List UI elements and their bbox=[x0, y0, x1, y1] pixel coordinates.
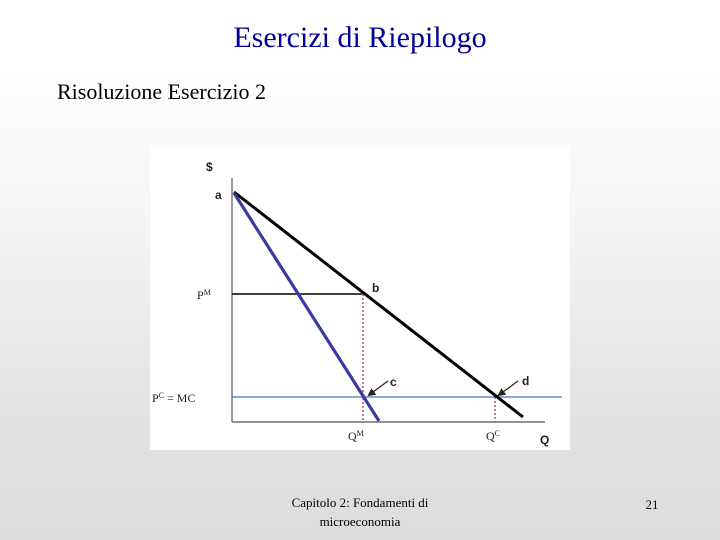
arrow-d-icon bbox=[499, 381, 518, 395]
slide-title: Esercizi di Riepilogo bbox=[233, 21, 487, 54]
page-number: 21 bbox=[645, 497, 659, 512]
pc-mc-label: $P^C$ = MC bbox=[152, 391, 196, 405]
qm-label: $Q^M$ bbox=[348, 429, 364, 443]
monopoly-diagram bbox=[150, 145, 570, 450]
point-c-label: c bbox=[390, 375, 397, 389]
point-d-label: d bbox=[522, 374, 530, 388]
demand-line bbox=[234, 192, 523, 417]
pm-label: $P^M$ bbox=[197, 288, 211, 302]
footer-line-1: Capitolo 2: Fondamenti di bbox=[291, 495, 429, 510]
marginal-revenue-line bbox=[234, 193, 379, 421]
diagram-svg bbox=[150, 145, 570, 450]
section-heading: Risoluzione Esercizio 2 bbox=[57, 79, 266, 104]
x-axis-label: Q bbox=[540, 433, 550, 447]
qc-label: $Q^C$ bbox=[486, 429, 501, 443]
arrow-c-icon bbox=[369, 381, 388, 395]
footer-line-2: microeconomia bbox=[319, 514, 401, 529]
point-b-label: b bbox=[372, 281, 380, 295]
y-axis-label: $ bbox=[206, 160, 213, 174]
footer-chapter-text bbox=[260, 493, 460, 531]
point-a-label: a bbox=[215, 188, 222, 202]
